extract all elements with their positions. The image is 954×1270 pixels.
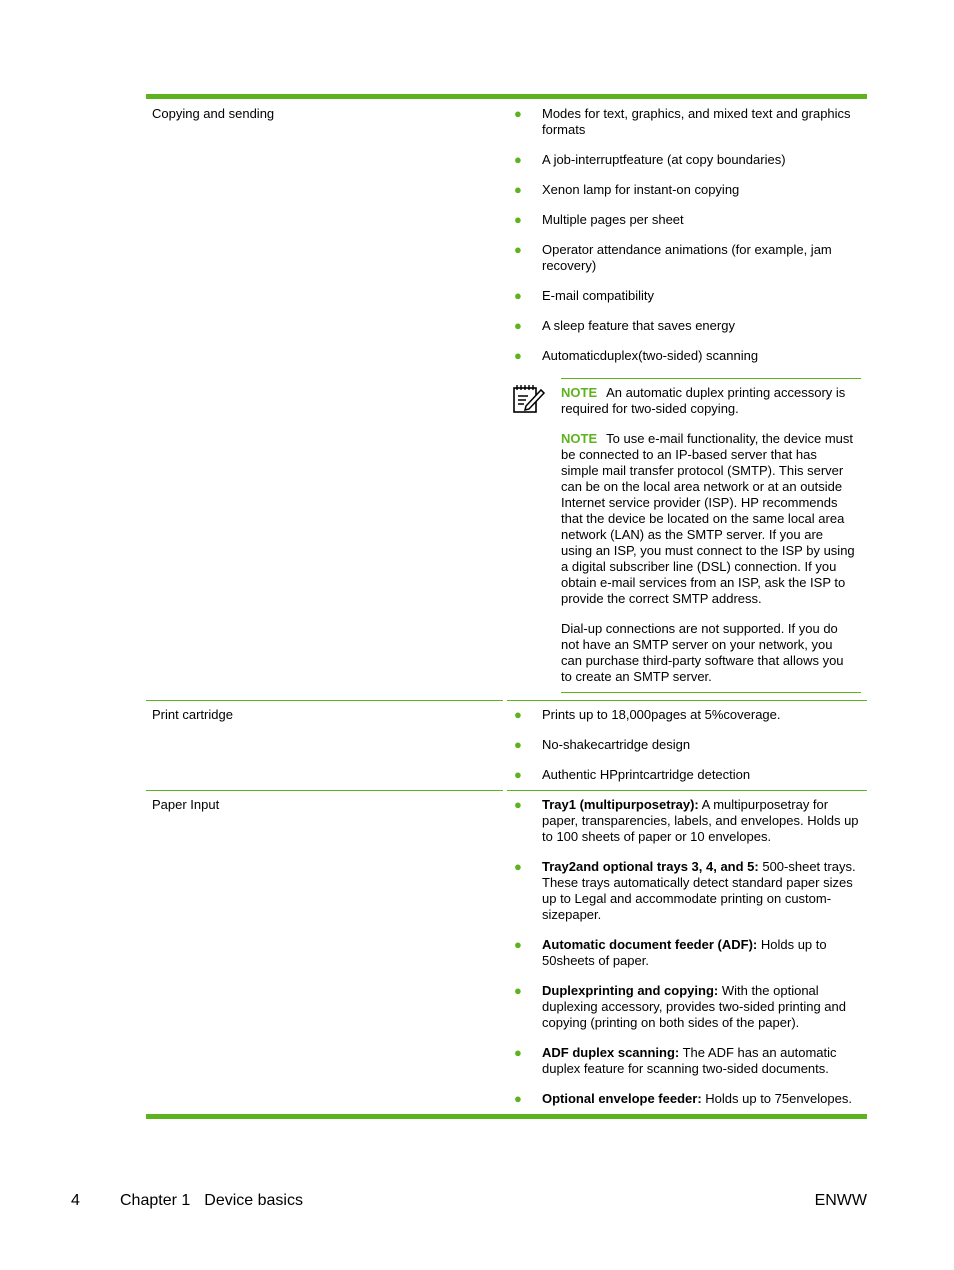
table-row-paper-input: [146, 790, 867, 1114]
bullet-icon: ●: [514, 318, 522, 333]
feature-table: [146, 94, 867, 1119]
list-item: [507, 859, 861, 923]
bullet-icon: ●: [514, 288, 522, 303]
bullet-list: [507, 106, 861, 364]
list-item: [507, 707, 861, 723]
item-text: Modes for text, graphics, and mixed text and graphics formats: [542, 106, 851, 137]
item-text: E-mail compatibility: [542, 288, 654, 303]
item-term: Duplexprinting and copying:: [542, 983, 719, 998]
bullet-icon: ●: [514, 937, 522, 952]
row-label: Copying and sending: [152, 106, 275, 121]
bullet-icon: ●: [514, 106, 522, 121]
item-text: No-shakecartridge design: [542, 737, 691, 752]
item-text: Prints up to 18,000pages at 5%coverage.: [542, 707, 781, 722]
list-item: [507, 318, 861, 334]
list-item: [507, 1045, 861, 1077]
table-bottom-rule: [146, 1114, 867, 1119]
row-label: Paper Input: [152, 797, 220, 812]
item-text: Xenon lamp for instant-on copying: [542, 182, 740, 197]
item-text: Holds up to 75envelopes.: [701, 1091, 852, 1106]
note-label: NOTE: [561, 431, 598, 446]
list-item: [507, 797, 861, 845]
note-label: NOTE: [561, 385, 598, 400]
item-term: Automatic document feeder (ADF):: [542, 937, 758, 952]
note-text-1: An automatic duplex printing accessory is required for two-sided copying.: [561, 385, 846, 416]
bullet-icon: ●: [514, 1045, 522, 1060]
item-text: A job-interruptfeature (at copy boundaries): [542, 152, 786, 167]
bullet-icon: ●: [514, 182, 522, 197]
item-text: Automaticduplex(two-sided) scanning: [542, 348, 759, 363]
bullet-icon: ●: [514, 859, 522, 874]
item-text: Operator attendance animations (for example, jam recovery): [542, 242, 832, 273]
page-number: 4: [71, 1192, 80, 1209]
item-text: Authentic HPprintcartridge detection: [542, 767, 751, 782]
bullet-icon: ●: [514, 707, 522, 722]
bullet-list: [507, 707, 861, 783]
item-text: With the optional duplexing accessory, provides two-sided printing and copying (printing on both sides of the paper).: [542, 983, 846, 1030]
doc-code: ENWW: [814, 1192, 867, 1209]
note-pencil-icon: [512, 382, 546, 414]
item-text: The ADF has an automatic duplex feature for scanning two-sided documents.: [542, 1045, 837, 1076]
list-item: [507, 212, 861, 228]
bullet-list: [507, 797, 861, 1107]
row-label: Print cartridge: [152, 707, 233, 722]
item-term: Tray1 (multipurposetray):: [542, 797, 699, 812]
item-text: A sleep feature that saves energy: [542, 318, 735, 333]
table-row-copying: [146, 99, 867, 700]
list-item: [507, 1091, 861, 1107]
note-paragraph: Dial-up connections are not supported. If you do not have an SMTP server on your network, you can purchase third-party software that allows you to create an SMTP server.: [561, 621, 844, 684]
list-item: [507, 983, 861, 1031]
list-item: [507, 937, 861, 969]
list-item: [507, 737, 861, 753]
bullet-icon: ●: [514, 348, 522, 363]
list-item: [507, 152, 861, 168]
item-term: Optional envelope feeder:: [542, 1091, 702, 1106]
bullet-icon: ●: [514, 152, 522, 167]
chapter-label: [120, 1191, 303, 1211]
chapter-number: Chapter 1: [120, 1192, 191, 1209]
chapter-title: Device basics: [204, 1192, 303, 1209]
bullet-icon: ●: [514, 242, 522, 257]
row-content: [507, 700, 867, 790]
bullet-icon: ●: [514, 212, 522, 227]
list-item: [507, 106, 861, 138]
item-text: Multiple pages per sheet: [542, 212, 684, 227]
bullet-icon: ●: [514, 983, 522, 998]
list-item: [507, 767, 861, 783]
list-item: [507, 242, 861, 274]
note-box: [507, 378, 861, 693]
bullet-icon: ●: [514, 1091, 522, 1106]
row-content: [507, 99, 867, 700]
bullet-icon: ●: [514, 737, 522, 752]
item-term: Tray2and optional trays 3, 4, and 5:: [542, 859, 759, 874]
table-row-print-cartridge: [146, 700, 867, 790]
bullet-icon: ●: [514, 767, 522, 782]
list-item: [507, 182, 861, 198]
list-item: [507, 288, 861, 304]
list-item: [507, 348, 861, 364]
item-text: Holds up to 50sheets of paper.: [542, 937, 827, 968]
item-text: A multipurposetray for paper, transparencies, labels, and envelopes. Holds up to 100 sheets of paper or 10 envelopes.: [542, 797, 859, 844]
item-term: ADF duplex scanning:: [542, 1045, 680, 1060]
bullet-icon: ●: [514, 797, 522, 812]
item-text: 500-sheet trays. These trays automatically detect standard paper sizes up to Legal and accommodate printing on custom-sizepaper.: [542, 859, 856, 922]
row-content: [507, 790, 867, 1114]
note-text-2: To use e-mail functionality, the device must be connected to an IP-based server that has simple mail transfer protocol (SMTP). This server can be on the local area network or at an outside Internet service provider (ISP). HP recommends that the device be located on the same local area network (LAN) as the SMTP server. If you are using an ISP, you must connect to the ISP by using a digital subscriber line (DSL) connection. If you obtain e-mail services from an ISP, ask the ISP to provide the correct SMTP address.: [561, 431, 855, 606]
